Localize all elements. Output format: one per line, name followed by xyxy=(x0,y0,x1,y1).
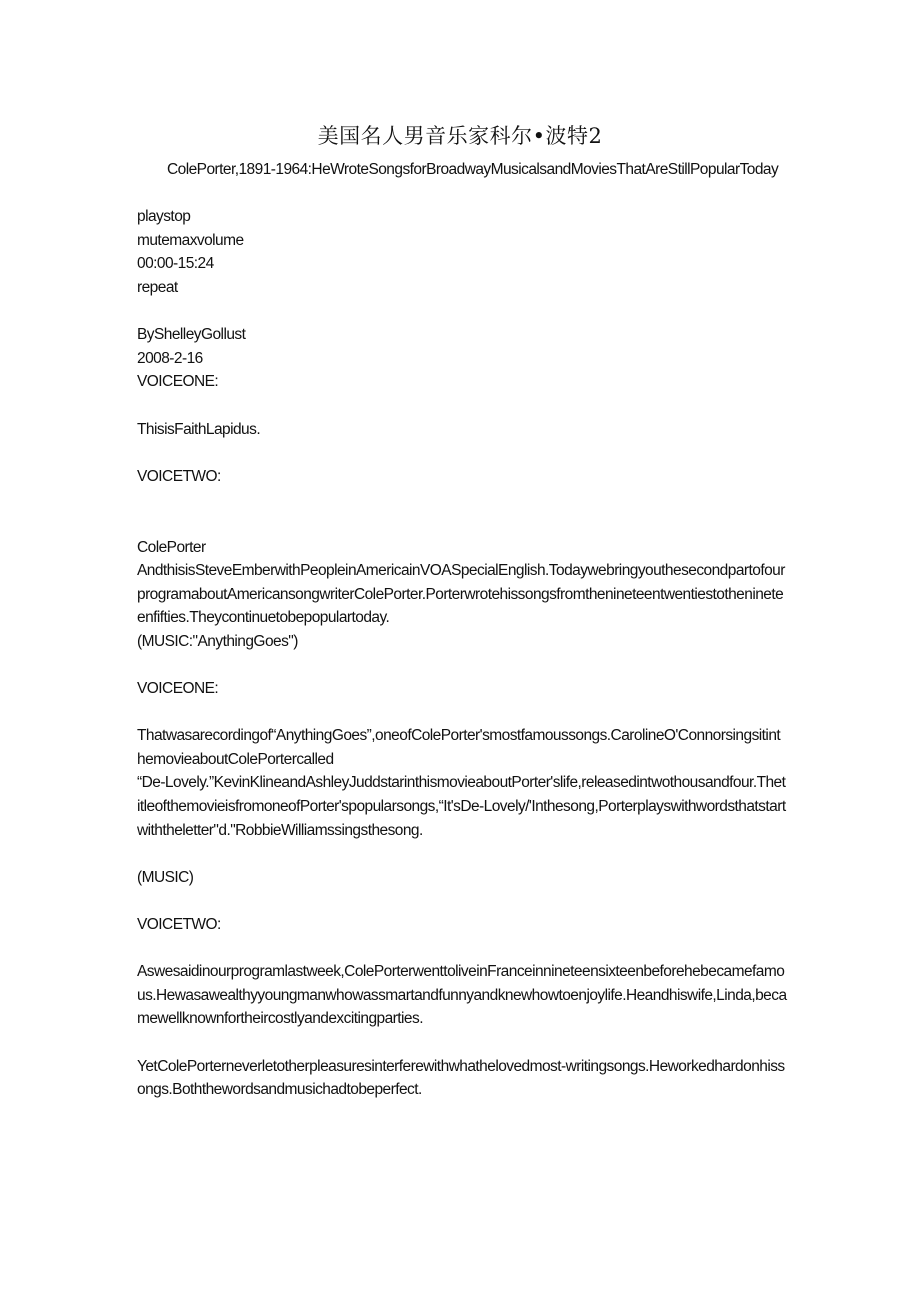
paragraph: VOICETWO: xyxy=(137,467,221,485)
player-play-stop: playstop xyxy=(137,208,191,226)
date: 2008-2-16 xyxy=(137,349,203,367)
paragraph: “De-Lovely.”KevinKlineandAshleyJuddstarinthismovieaboutPorter'slife,releasedintwothousandfour.ThetitleofthemovieisfromoneofPorter'spopularsongs,“It'sDe-Lovely/'Inthesong,Porterplayswithwordsthatstartwiththeletter"d."RobbieWilliamssingsthesong. xyxy=(137,774,786,839)
player-repeat: repeat xyxy=(137,278,178,296)
document-body xyxy=(137,158,787,1102)
paragraph: VOICEONE: xyxy=(137,680,219,698)
paragraph: (MUSIC:"AnythingGoes") xyxy=(137,632,298,650)
player-mute-volume: mutemaxvolume xyxy=(137,231,244,249)
paragraph: ColePorter xyxy=(137,538,206,556)
paragraph: YetColePorterneverletotherpleasuresinterferewithwhathelovedmost-writingsongs.Heworkedhardonhissongs.Boththewordsandmusichadtobeperfect. xyxy=(137,1057,785,1099)
byline: ByShelleyGollust xyxy=(137,326,246,344)
paragraph: (MUSIC) xyxy=(137,868,194,886)
paragraph: Aswesaidinourprogramlastweek,ColePorterwenttoliveinFranceinnineteensixteenbeforehebecamefamous.Hewasawealthyyoungmanwhowassmartandfunnyandknewhowtoenjoylife.Heandhiswife,Linda,becamewellknownfortheircostlyandexcitingparties. xyxy=(137,963,787,1028)
paragraph: AndthisisSteveEmberwithPeopleinAmericainVOASpecialEnglish.TodaywebringyouthesecondpartofourprogramaboutAmericansongwriterColePorter.Porterwrotehissongsfromthenineteentwentiestothenineteenfifties.Theycontinuetobepopulartoday. xyxy=(137,562,785,627)
paragraph: VOICETWO: xyxy=(137,916,221,933)
paragraph: Thatwasarecordingof“AnythingGoes”,oneofColePorter'smostfamoussongs.CarolineO'ConnorsingsitinthemovieaboutColePortercalled xyxy=(137,727,781,768)
page-title: 美国名人男音乐家科尔•波特2 xyxy=(317,124,603,148)
paragraph: VOICEONE: xyxy=(137,373,219,391)
subtitle: ColePorter,1891-1964:HeWroteSongsforBroadwayMusicalsandMoviesThatAreStillPopularToday xyxy=(167,161,779,178)
player-time: 00:00-15:24 xyxy=(137,255,214,273)
paragraph: ThisisFaithLapidus. xyxy=(137,420,261,438)
